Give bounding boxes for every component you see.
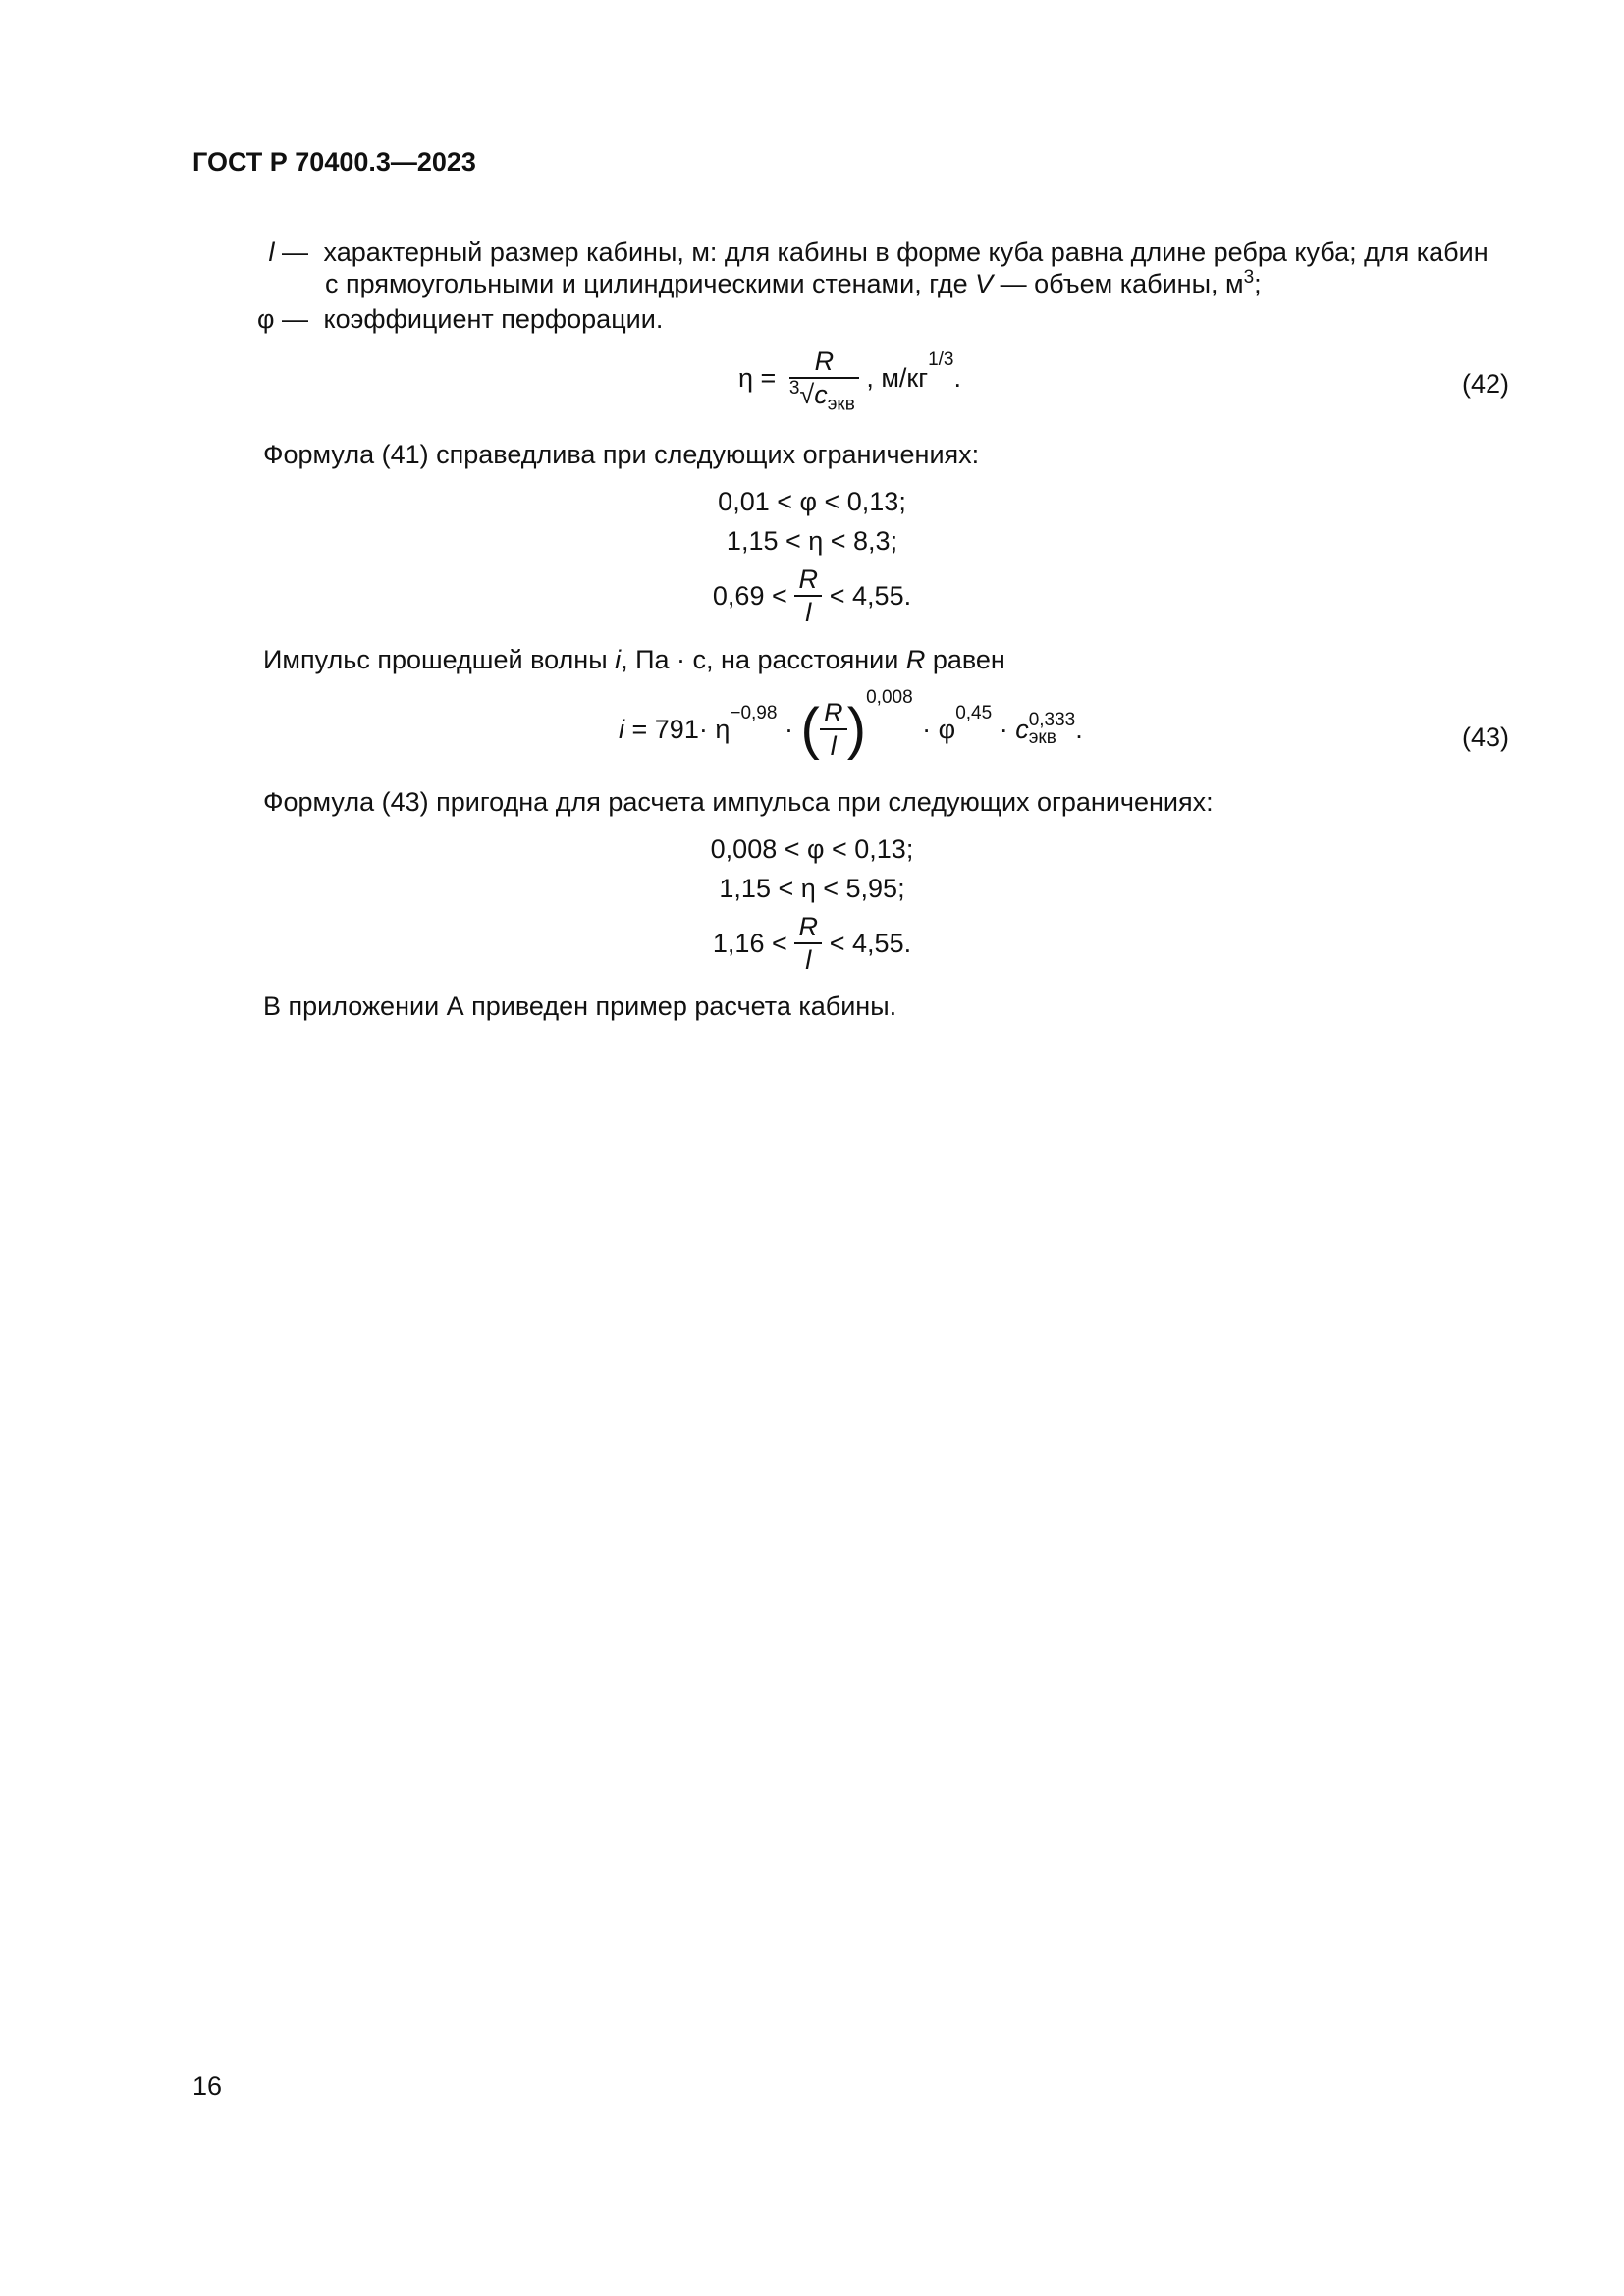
equation-number-43: (43): [1461, 722, 1509, 752]
exponent: 0,45: [955, 703, 993, 724]
constraint-ratio: [0, 911, 1624, 976]
constraint-ratio: [0, 563, 1624, 628]
constraint-phi: 0,01 < φ < 0,13;: [718, 487, 906, 516]
equation-term: · φ: [922, 715, 956, 744]
fraction-numerator: R: [824, 698, 843, 727]
paragraph-impulse: [263, 643, 1005, 676]
variable-c: c: [1015, 715, 1029, 744]
exponent: 0,008: [866, 687, 913, 709]
operator: ·: [999, 715, 1008, 744]
text: равен: [932, 645, 1005, 674]
superscript: 1/3: [928, 349, 954, 371]
punctuation: .: [953, 363, 962, 393]
equation-lhs: i: [619, 715, 624, 744]
constraint-right: < 4,55.: [829, 929, 912, 958]
root-sign: √: [799, 380, 815, 409]
paragraph-constraints-43: Формула (43) пригодна для расчета импульса при следующих ограничениях:: [263, 787, 1214, 817]
definition-l: [265, 236, 1489, 269]
fraction-denominator: l: [794, 595, 822, 628]
punctuation: .: [1075, 715, 1083, 744]
constraint-left: 0,69 <: [712, 581, 787, 611]
text: , Па · с, на расстоянии: [621, 645, 899, 674]
constraint-eta: 1,15 < η < 5,95;: [719, 874, 905, 903]
paragraph-closing: В приложении А приведен пример расчета кабины.: [263, 991, 897, 1021]
definition-text: коэффициент перфорации.: [323, 304, 664, 334]
definition-text: — объем кабины, м: [1000, 269, 1244, 298]
page-header: ГОСТ Р 70400.3—2023: [192, 147, 476, 177]
fraction: [788, 346, 859, 415]
fraction: [794, 563, 822, 628]
equation-lhs: η =: [738, 363, 777, 393]
variable-c: c: [814, 380, 828, 409]
definition-text: характерный размер кабины, м: для кабины в форме куба равна длине ребра куба; для кабин: [323, 238, 1489, 267]
equation-42: [738, 346, 962, 415]
impulse-symbol: i: [615, 645, 622, 674]
subscript: экв: [827, 394, 855, 415]
fraction-denominator: l: [794, 942, 822, 976]
volume-symbol: V: [975, 269, 994, 298]
superscript: 3: [1243, 267, 1255, 288]
left-paren: (: [800, 697, 820, 761]
fraction-numerator: R: [814, 347, 835, 376]
fraction: [794, 911, 822, 976]
constraint-left: 1,16 <: [712, 929, 787, 958]
constraint-right: < 4,55.: [829, 581, 912, 611]
definition-phi: [253, 302, 663, 336]
definition-text: с прямоугольными и цилиндрическими стенами, где: [325, 269, 968, 298]
exponent: −0,98: [730, 703, 778, 724]
text: Импульс прошедшей волны: [263, 645, 608, 674]
distance-symbol: R: [905, 645, 926, 674]
fraction-numerator: R: [798, 912, 818, 941]
punctuation: ;: [1254, 269, 1262, 298]
root-index: 3: [788, 378, 800, 399]
fraction-denominator: [788, 377, 859, 415]
fraction: [820, 697, 847, 762]
constraint-phi: 0,008 < φ < 0,13;: [710, 834, 914, 864]
fraction-denominator: l: [820, 728, 847, 762]
equation-term: = 791· η: [631, 715, 731, 744]
right-paren: ): [846, 697, 867, 761]
fraction-numerator: R: [798, 564, 818, 594]
subscript: экв: [1028, 727, 1056, 748]
exponent: 0,333: [1028, 710, 1076, 730]
equation-number-42: (42): [1461, 369, 1509, 399]
definition-symbol: φ —: [256, 304, 308, 334]
unit: , м/кг: [866, 363, 929, 393]
equation-43: [619, 687, 1083, 762]
paragraph-constraints-41: Формула (41) справедлива при следующих ограничениях:: [263, 440, 980, 469]
constraint-eta: 1,15 < η < 8,3;: [726, 526, 898, 556]
definition-l-continued: [325, 267, 1262, 300]
definition-symbol: l —: [268, 238, 308, 267]
operator: ·: [784, 715, 793, 744]
page-number: 16: [192, 2071, 223, 2101]
